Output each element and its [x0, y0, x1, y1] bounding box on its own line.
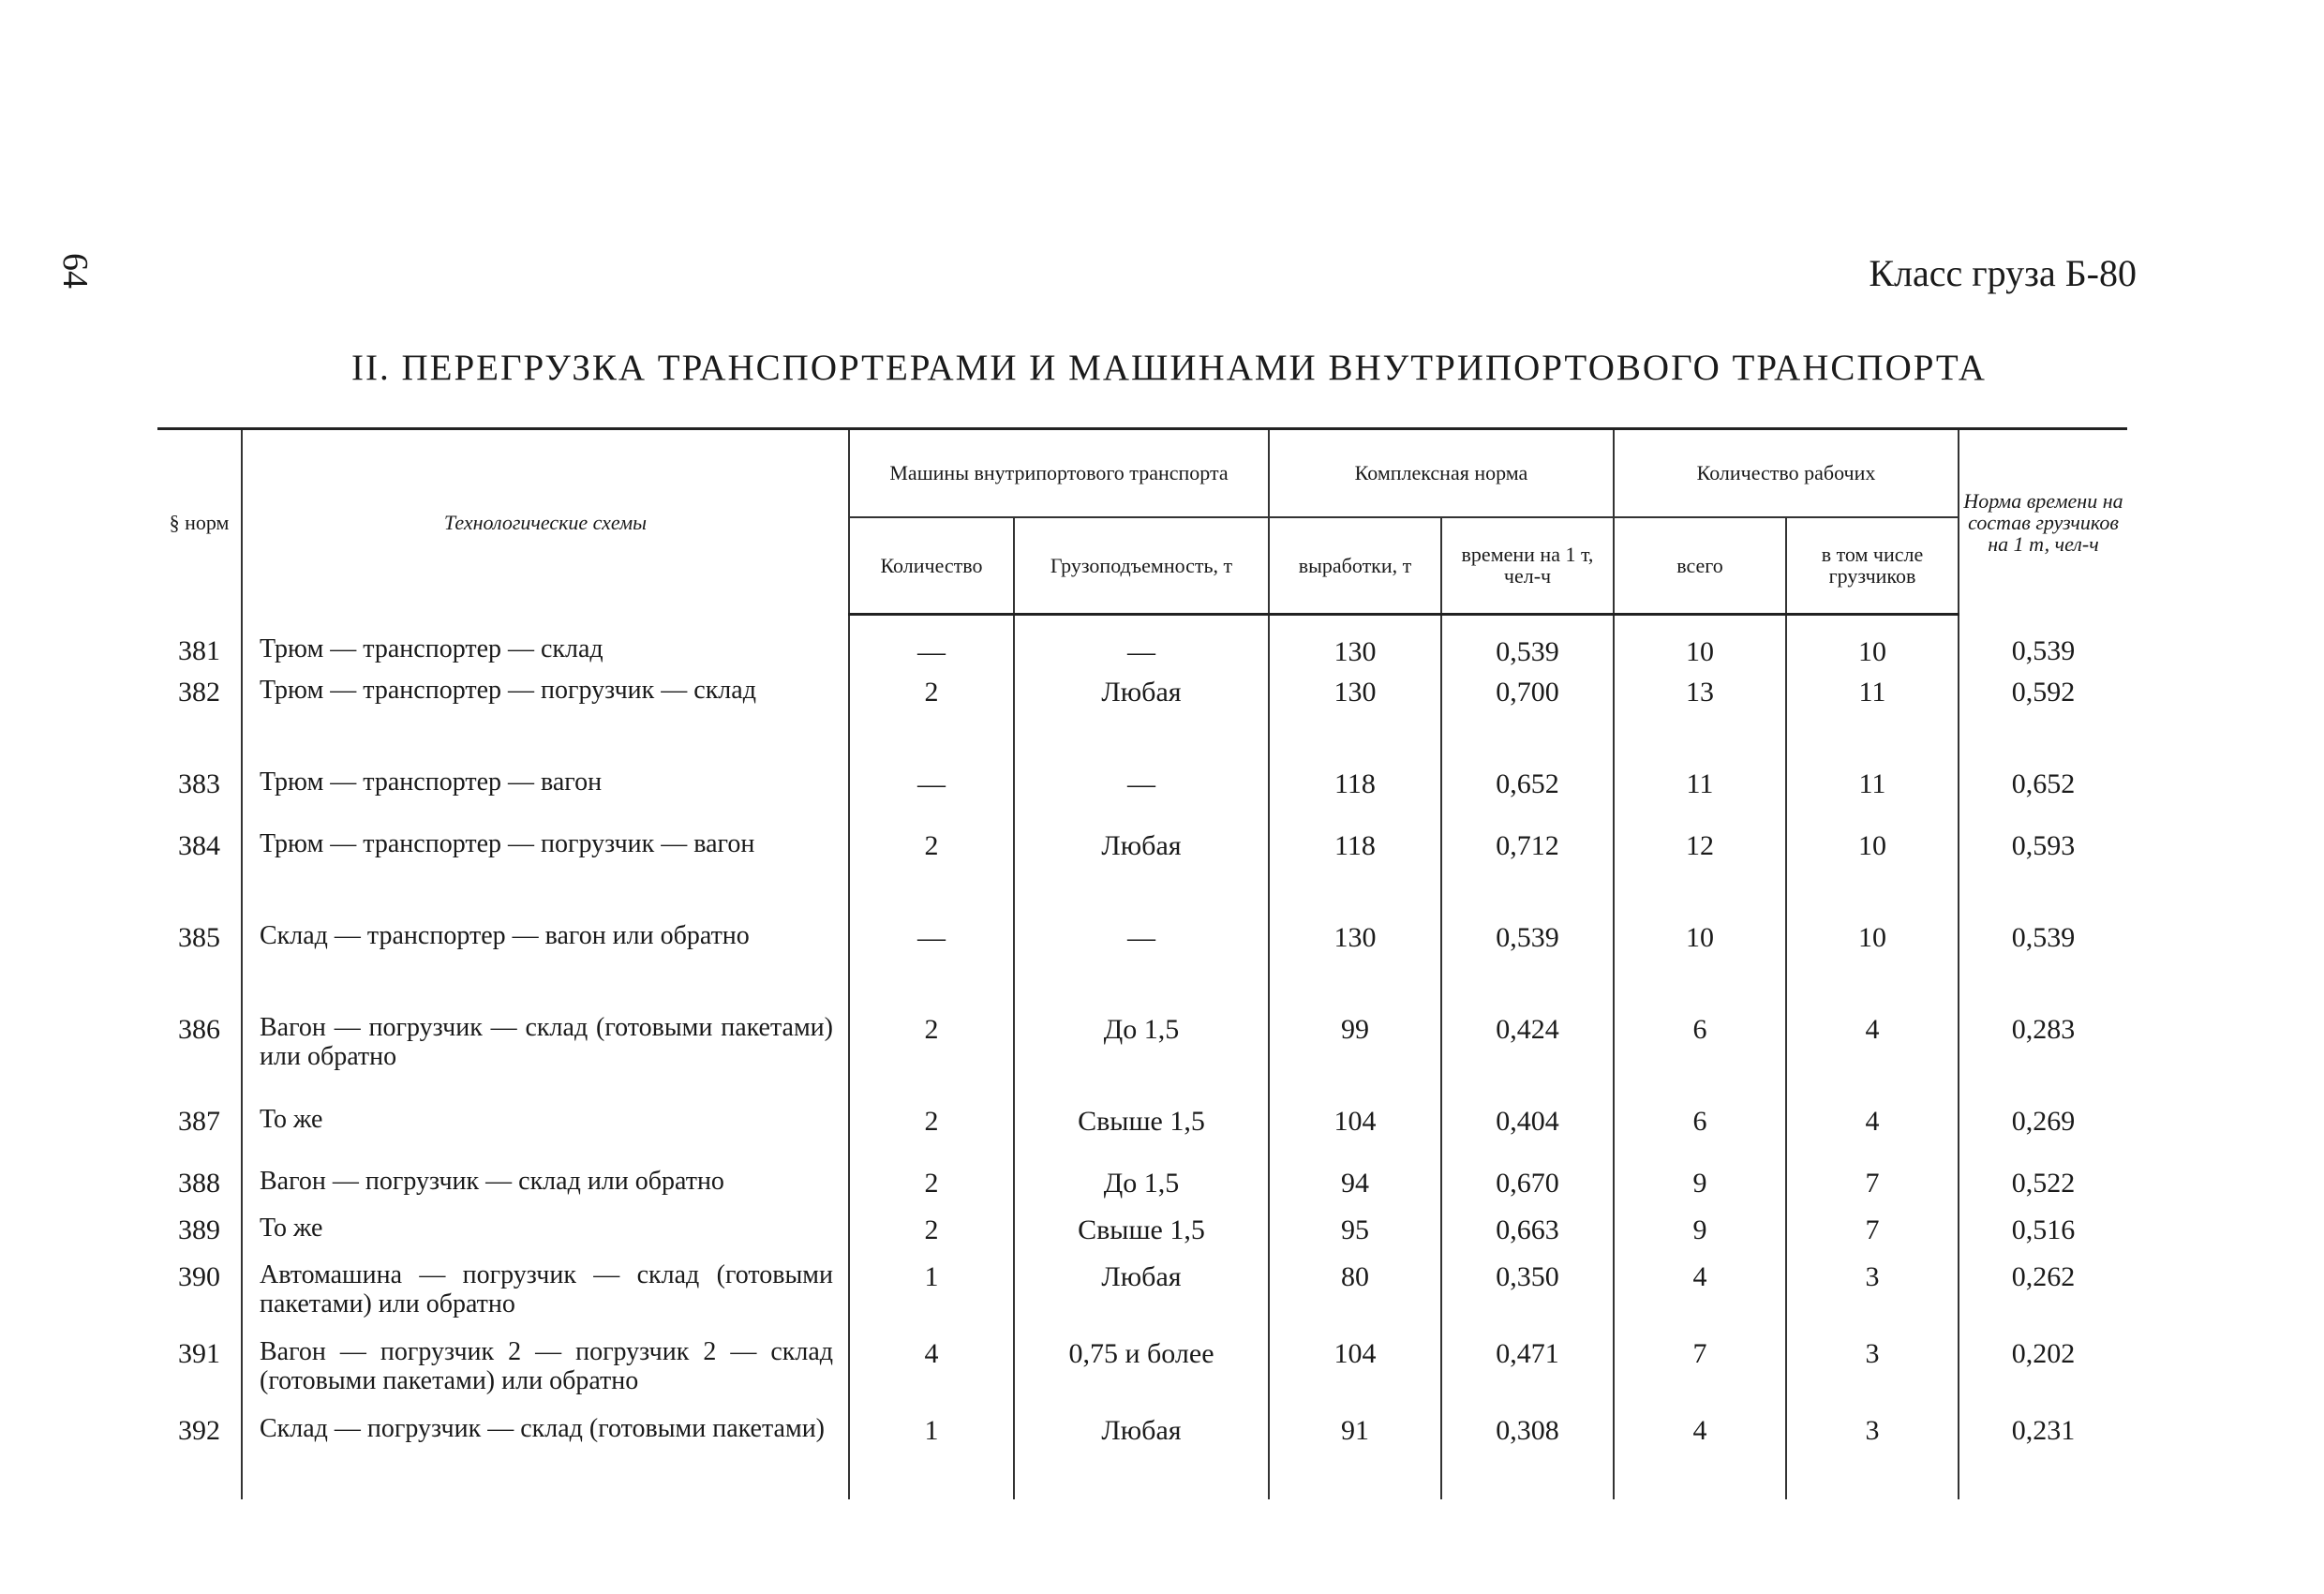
section-title: II. ПЕРЕГРУЗКА ТРАНСПОРТЕРАМИ И МАШИНАМИ ВНУТРИПОРТОВОГО ТРАНСПОРТА	[351, 348, 1987, 388]
table-row	[157, 1106, 2127, 1168]
cell-machines-qty: 2	[849, 1106, 1014, 1168]
cell-workers-total: 7	[1614, 1338, 1786, 1415]
cell-output: 130	[1269, 615, 1441, 678]
table-row	[157, 830, 2127, 922]
cell-workers-loaders: 11	[1786, 768, 1959, 830]
cell-loader-time-norm: 0,516	[1959, 1214, 2127, 1261]
cell-workers-loaders: 7	[1786, 1214, 1959, 1261]
cell-machines-qty: 1	[849, 1415, 1014, 1499]
cell-time-per-ton: 0,652	[1441, 768, 1614, 830]
cell-machines-qty: 2	[849, 830, 1014, 922]
cell-time-per-ton: 0,670	[1441, 1168, 1614, 1214]
cell-loader-time-norm: 0,592	[1959, 677, 2127, 768]
cell-workers-total: 6	[1614, 1014, 1786, 1106]
table-row	[157, 615, 2127, 678]
table-row	[157, 1214, 2127, 1261]
cell-output: 91	[1269, 1415, 1441, 1499]
cell-machines-qty: 2	[849, 1168, 1014, 1214]
cell-machines-capacity: Свыше 1,5	[1014, 1214, 1269, 1261]
header-complex-norm-group: Комплексная норма	[1269, 429, 1614, 517]
cell-workers-loaders: 3	[1786, 1415, 1959, 1499]
cell-loader-time-norm: 0,262	[1959, 1261, 2127, 1338]
cell-scheme: Вагон — погрузчик — склад или обратно	[242, 1168, 849, 1214]
cell-scheme: Автомашина — погрузчик — склад (готовыми пакетами) или обратно	[242, 1261, 849, 1338]
cell-scheme: Вагон — погрузчик — склад (готовыми пакетами) или обратно	[242, 1014, 849, 1106]
cell-machines-qty: 1	[849, 1261, 1014, 1338]
cell-machines-capacity: Любая	[1014, 1261, 1269, 1338]
cell-machines-capacity: Любая	[1014, 677, 1269, 768]
cell-output: 118	[1269, 768, 1441, 830]
cell-workers-loaders: 4	[1786, 1106, 1959, 1168]
cell-scheme: Трюм — транспортер — вагон	[242, 768, 849, 830]
cell-machines-capacity: Любая	[1014, 830, 1269, 922]
header-machines-capacity: Грузоподъемность, т	[1014, 517, 1269, 615]
cell-workers-total: 13	[1614, 677, 1786, 768]
cell-workers-total: 6	[1614, 1106, 1786, 1168]
cell-workers-loaders: 3	[1786, 1338, 1959, 1415]
cell-time-per-ton: 0,471	[1441, 1338, 1614, 1415]
table-row	[157, 677, 2127, 768]
cell-time-per-ton: 0,350	[1441, 1261, 1614, 1338]
cell-machines-qty: —	[849, 922, 1014, 1014]
cell-norm-number: 384	[178, 830, 220, 861]
cell-loader-time-norm: 0,593	[1959, 830, 2127, 922]
table-row	[157, 1338, 2127, 1415]
cell-workers-total: 10	[1614, 922, 1786, 1014]
cell-time-per-ton: 0,712	[1441, 830, 1614, 922]
cell-norm-number: 389	[178, 1214, 220, 1245]
table-row	[157, 1261, 2127, 1338]
norms-table	[157, 427, 2127, 1499]
cell-workers-total: 4	[1614, 1261, 1786, 1338]
cell-loader-time-norm: 0,539	[1959, 922, 2127, 1014]
cell-machines-capacity: 0,75 и более	[1014, 1338, 1269, 1415]
cell-norm-number: 391	[178, 1338, 220, 1369]
cell-workers-total: 10	[1614, 615, 1786, 678]
cell-loader-time-norm: 0,522	[1959, 1168, 2127, 1214]
cell-machines-capacity: Свыше 1,5	[1014, 1106, 1269, 1168]
header-workers-total: всего	[1614, 517, 1786, 615]
cell-machines-qty: 2	[849, 1014, 1014, 1106]
cell-norm-number: 381	[178, 634, 220, 666]
cell-machines-capacity: До 1,5	[1014, 1014, 1269, 1106]
cell-workers-loaders: 10	[1786, 615, 1959, 678]
cell-time-per-ton: 0,424	[1441, 1014, 1614, 1106]
cell-norm-number: 385	[178, 922, 220, 953]
cell-workers-total: 9	[1614, 1214, 1786, 1261]
cell-output: 104	[1269, 1106, 1441, 1168]
cell-workers-total: 9	[1614, 1168, 1786, 1214]
cell-norm-number: 382	[178, 677, 220, 708]
cell-workers-loaders: 10	[1786, 830, 1959, 922]
table-body	[157, 615, 2127, 1500]
cell-workers-total: 12	[1614, 830, 1786, 922]
cell-machines-qty: 2	[849, 677, 1014, 768]
header-workers-loaders: в том числе грузчиков	[1786, 517, 1959, 615]
cell-scheme: Трюм — транспортер — склад	[242, 615, 849, 678]
cell-loader-time-norm: 0,539	[1959, 615, 2127, 678]
header-loader-time-norm: Норма времени на состав грузчиков на 1 т, чел-ч	[1959, 429, 2127, 615]
page-number: 64	[55, 253, 95, 289]
table-row	[157, 922, 2127, 1014]
header-output: выработки, т	[1269, 517, 1441, 615]
cell-machines-capacity: —	[1014, 768, 1269, 830]
cell-machines-capacity: До 1,5	[1014, 1168, 1269, 1214]
cell-machines-capacity: —	[1014, 615, 1269, 678]
cell-machines-capacity: —	[1014, 922, 1269, 1014]
cell-machines-capacity: Любая	[1014, 1415, 1269, 1499]
cell-loader-time-norm: 0,202	[1959, 1338, 2127, 1415]
cell-workers-total: 4	[1614, 1415, 1786, 1499]
cargo-class-label: Класс груза Б-80	[1869, 252, 2137, 294]
cell-output: 94	[1269, 1168, 1441, 1214]
header-time-per-ton: времени на 1 т, чел-ч	[1441, 517, 1614, 615]
table-row	[157, 1415, 2127, 1499]
cell-workers-loaders: 3	[1786, 1261, 1959, 1338]
cell-time-per-ton: 0,663	[1441, 1214, 1614, 1261]
cell-machines-qty: 2	[849, 1214, 1014, 1261]
cell-workers-loaders: 4	[1786, 1014, 1959, 1106]
header-schemes: Технологические схемы	[242, 429, 849, 615]
cell-loader-time-norm: 0,269	[1959, 1106, 2127, 1168]
table-row	[157, 1014, 2127, 1106]
cell-norm-number: 388	[178, 1168, 220, 1199]
cell-output: 99	[1269, 1014, 1441, 1106]
header-workers-group: Количество рабочих	[1614, 429, 1959, 517]
cell-norm-number: 392	[178, 1415, 220, 1446]
cell-output: 130	[1269, 677, 1441, 768]
cell-time-per-ton: 0,700	[1441, 677, 1614, 768]
cell-output: 104	[1269, 1338, 1441, 1415]
cell-machines-qty: —	[849, 768, 1014, 830]
header-machines-qty: Количество	[849, 517, 1014, 615]
cell-output: 80	[1269, 1261, 1441, 1338]
table-header	[157, 429, 2127, 615]
cell-workers-loaders: 11	[1786, 677, 1959, 768]
cell-loader-time-norm: 0,231	[1959, 1415, 2127, 1499]
cell-scheme: То же	[242, 1106, 849, 1168]
header-norm-number: § норм	[157, 429, 242, 615]
cell-scheme: Склад — погрузчик — склад (готовыми пакетами)	[242, 1415, 849, 1499]
cell-time-per-ton: 0,539	[1441, 922, 1614, 1014]
cell-output: 130	[1269, 922, 1441, 1014]
cell-output: 95	[1269, 1214, 1441, 1261]
table-row	[157, 1168, 2127, 1214]
cell-time-per-ton: 0,404	[1441, 1106, 1614, 1168]
cell-norm-number: 383	[178, 768, 220, 799]
cell-loader-time-norm: 0,283	[1959, 1014, 2127, 1106]
cell-workers-total: 11	[1614, 768, 1786, 830]
cell-scheme: Вагон — погрузчик 2 — погрузчик 2 — склад (готовыми пакетами) или обратно	[242, 1338, 849, 1415]
cell-machines-qty: 4	[849, 1338, 1014, 1415]
cell-norm-number: 387	[178, 1106, 220, 1137]
cell-norm-number: 390	[178, 1261, 220, 1292]
cell-workers-loaders: 10	[1786, 922, 1959, 1014]
cell-scheme: То же	[242, 1214, 849, 1261]
table-row	[157, 768, 2127, 830]
cell-time-per-ton: 0,539	[1441, 615, 1614, 678]
cell-scheme: Трюм — транспортер — погрузчик — склад	[242, 677, 849, 768]
cell-machines-qty: —	[849, 615, 1014, 678]
cell-loader-time-norm: 0,652	[1959, 768, 2127, 830]
cell-norm-number: 386	[178, 1014, 220, 1045]
cell-output: 118	[1269, 830, 1441, 922]
cell-scheme: Склад — транспортер — вагон или обратно	[242, 922, 849, 1014]
cell-time-per-ton: 0,308	[1441, 1415, 1614, 1499]
header-machines-group: Машины внутрипортового транспорта	[849, 429, 1269, 517]
cell-scheme: Трюм — транспортер — погрузчик — вагон	[242, 830, 849, 922]
cell-workers-loaders: 7	[1786, 1168, 1959, 1214]
